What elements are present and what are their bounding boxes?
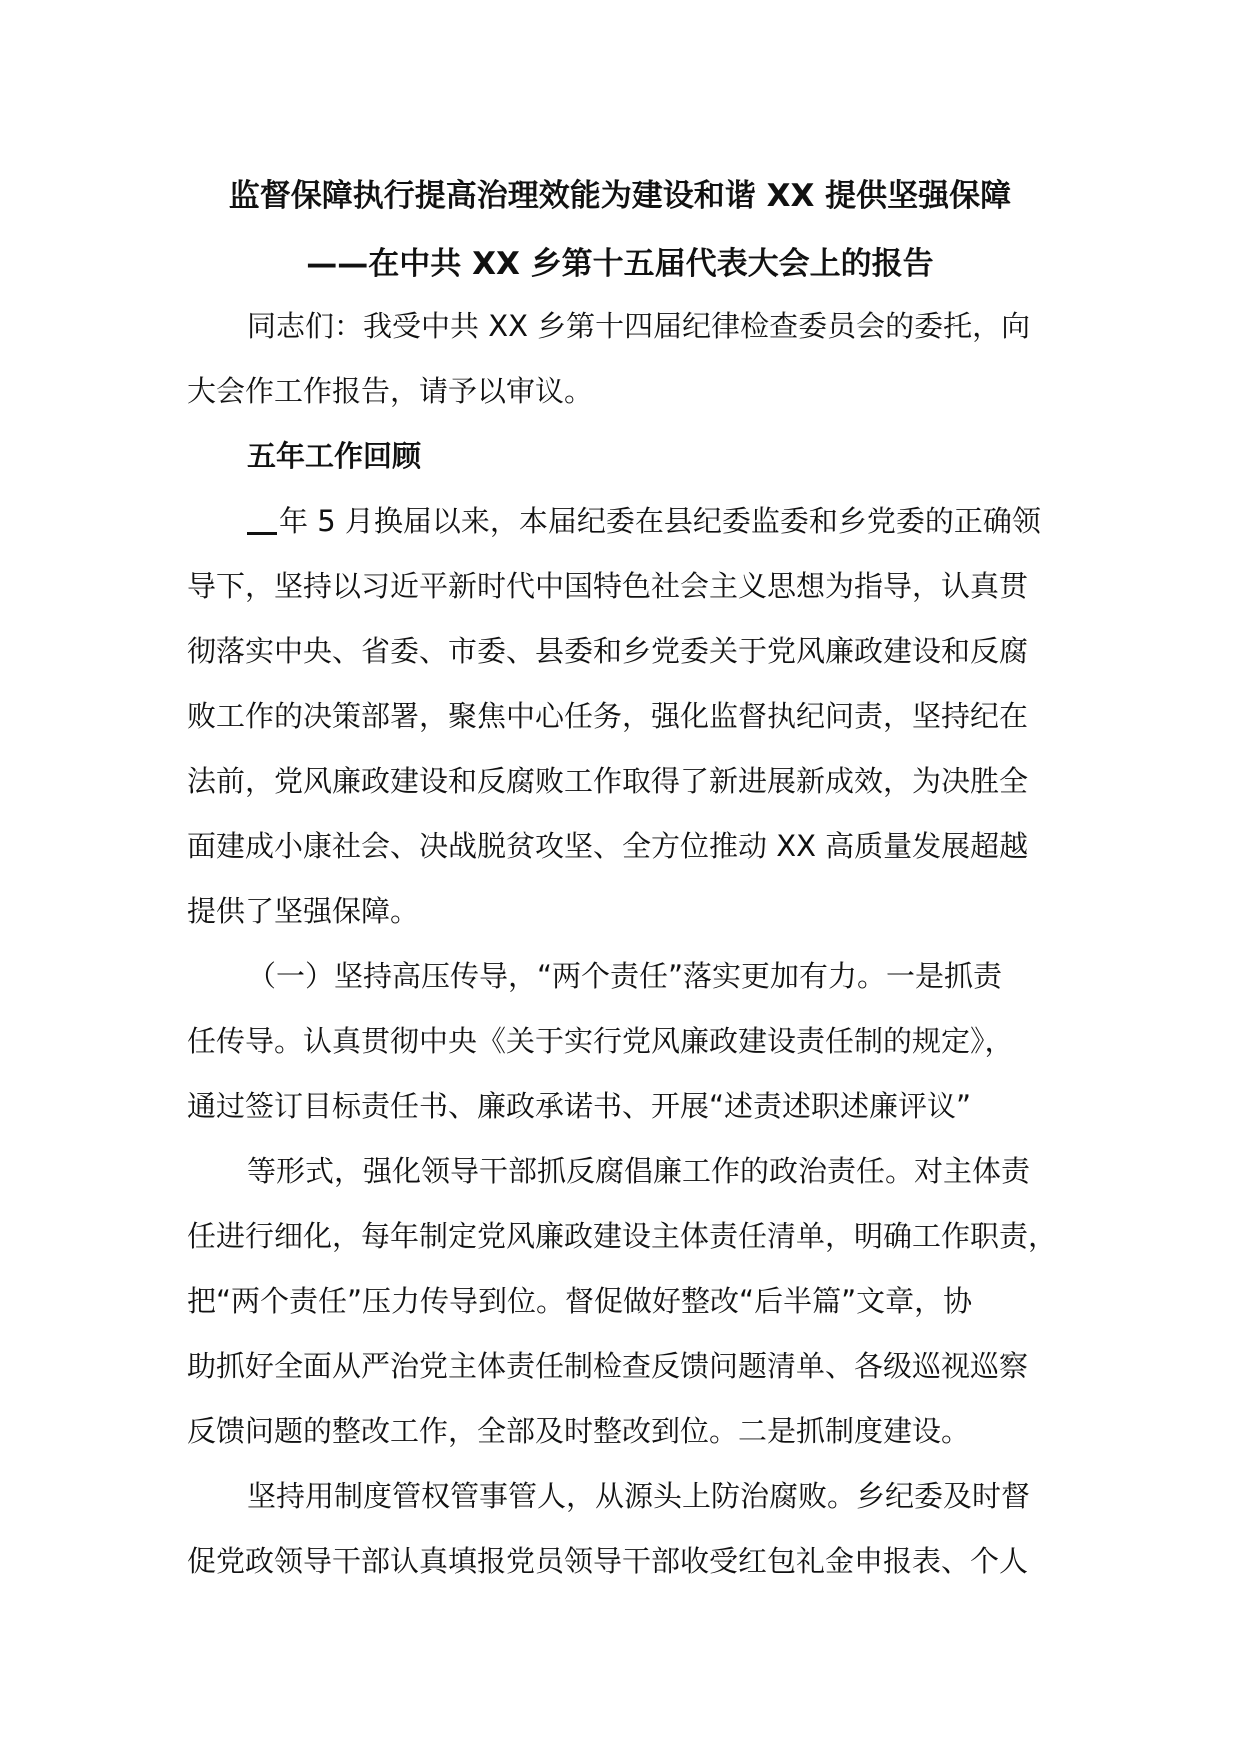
line-text: 坚持用制度管权管事管人，从源头上防治腐败。乡纪委及时督: [247, 1479, 1031, 1513]
document-body: [187, 306, 1067, 1606]
fill-in-blank: [247, 502, 277, 535]
line-text: 彻落实中央、省委、市委、县委和乡党委关于党风廉政建设和反腐: [187, 634, 1029, 668]
paragraph-line: [187, 761, 1067, 826]
line-text: 大会作工作报告，请予以审议。: [187, 374, 594, 408]
line-text: 五年工作回顾: [247, 439, 422, 473]
line-text: 任传导。认真贯彻中央《关于实行党风廉政建设责任制的规定》，: [187, 1024, 1014, 1058]
paragraph-line: [187, 1281, 1067, 1346]
paragraph-line: [187, 1476, 1067, 1541]
paragraph-line: [187, 891, 1067, 956]
paragraph-line: [187, 1411, 1067, 1476]
line-text: 反馈问题的整改工作，全部及时整改到位。二是抓制度建设。: [187, 1414, 971, 1448]
line-text: 任进行细化，每年制定党风廉政建设主体责任清单，明确工作职责，: [187, 1219, 1058, 1253]
paragraph-line: [187, 1086, 1067, 1151]
line-text: 同志们：我受中共 XX 乡第十四届纪律检查委员会的委托，向: [247, 309, 1031, 343]
paragraph-line: [187, 1541, 1067, 1606]
paragraph-line: [187, 1216, 1067, 1281]
document-subtitle: ——在中共 XX 乡第十五届代表大会上的报告: [306, 246, 934, 282]
paragraph-line: [187, 696, 1067, 761]
line-text: 促党政领导干部认真填报党员领导干部收受红包礼金申报表、个人: [187, 1544, 1029, 1578]
paragraph-line: [187, 826, 1067, 891]
paragraph-line: [187, 306, 1067, 371]
line-text: 年 5 月换届以来，本届纪委在县纪委监委和乡党委的正确领: [279, 504, 1041, 538]
line-text: （一）坚持高压传导，“两个责任”落实更加有力。一是抓责: [247, 959, 1003, 993]
paragraph-line: [187, 956, 1067, 1021]
paragraph-line: [187, 501, 1067, 566]
paragraph-line: [187, 1151, 1067, 1216]
paragraph-line: [187, 1021, 1067, 1086]
paragraph-line: [187, 631, 1067, 696]
paragraph-line: [187, 371, 1067, 436]
section-heading: [187, 436, 1067, 501]
line-text: 法前，党风廉政建设和反腐败工作取得了新进展新成效，为决胜全: [187, 764, 1029, 798]
paragraph-line: [187, 1346, 1067, 1411]
line-text: 等形式，强化领导干部抓反腐倡廉工作的政治责任。对主体责: [247, 1154, 1031, 1188]
line-text: 把“两个责任”压力传导到位。督促做好整改“后半篇”文章，协: [187, 1284, 973, 1318]
paragraph-line: [187, 566, 1067, 631]
line-text: 导下，坚持以习近平新时代中国特色社会主义思想为指导，认真贯: [187, 569, 1029, 603]
document-title: 监督保障执行提高治理效能为建设和谐 XX 提供坚强保障: [228, 178, 1012, 214]
line-text: 败工作的决策部署，聚焦中心任务，强化监督执纪问责，坚持纪在: [187, 699, 1029, 733]
line-text: 助抓好全面从严治党主体责任制检查反馈问题清单、各级巡视巡察: [187, 1349, 1029, 1383]
line-text: 提供了坚强保障。: [187, 894, 420, 928]
line-text: 通过签订目标责任书、廉政承诺书、开展“述责述职述廉评议”: [187, 1089, 972, 1123]
line-text: 面建成小康社会、决战脱贫攻坚、全方位推动 XX 高质量发展超越: [187, 829, 1029, 863]
